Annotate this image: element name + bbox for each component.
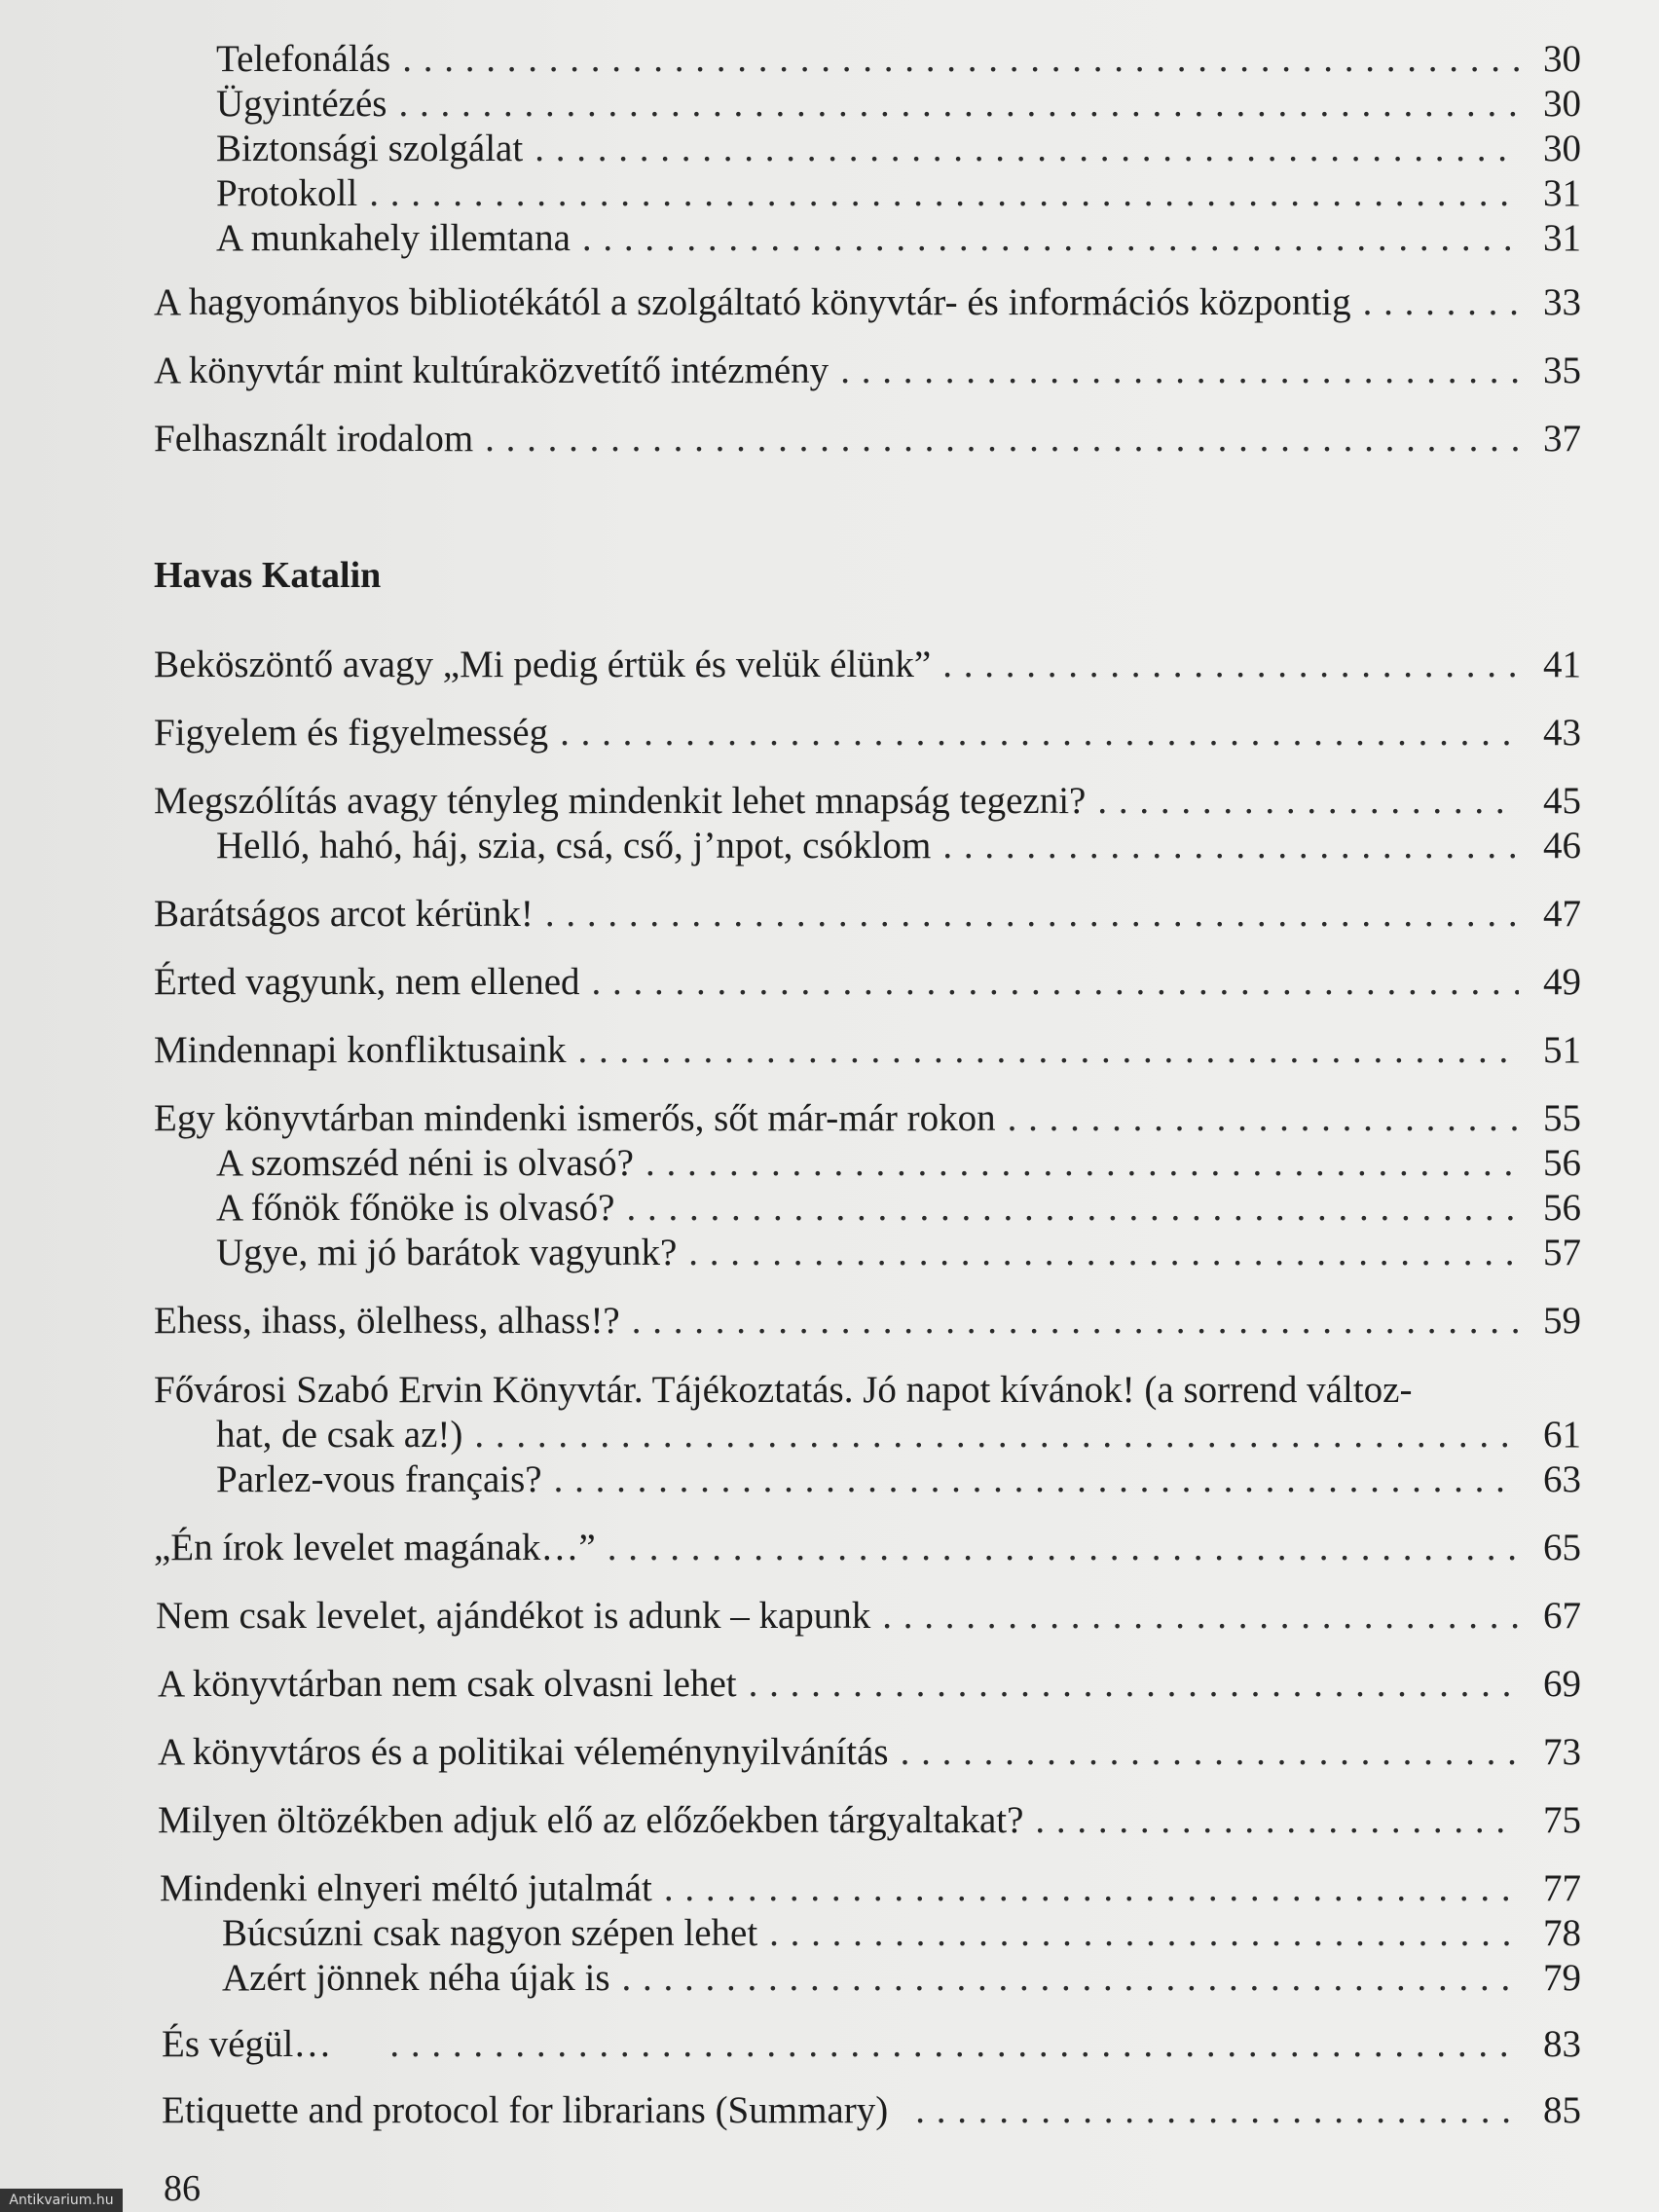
toc-entry-title: Parlez-vous français? <box>216 1458 542 1500</box>
toc-entry <box>154 892 1581 937</box>
toc-entry <box>154 417 1581 461</box>
dot-leader <box>389 2022 1519 2067</box>
toc-entry <box>158 1730 1581 1775</box>
toc-entry-page: 43 <box>1543 712 1581 754</box>
toc-entry <box>160 1866 1581 1911</box>
dot-leader <box>369 171 1519 216</box>
toc-entry-title: A hagyományos bibliotékától a szolgáltató könyvtár- és információs központig <box>154 281 1351 323</box>
toc-entry-page: 30 <box>1543 83 1581 125</box>
dot-leader <box>915 2088 1519 2133</box>
toc-entry-title: És végül… <box>162 2023 332 2065</box>
dot-leader <box>554 1457 1519 1502</box>
dot-leader <box>645 1141 1519 1186</box>
toc-entry <box>154 1526 1581 1570</box>
toc-entry-title: A munkahely illemtana <box>216 217 571 259</box>
dot-leader <box>749 1662 1519 1707</box>
toc-entry-page: 69 <box>1543 1663 1581 1705</box>
toc-entry-page: 30 <box>1543 38 1581 80</box>
toc-entry-title: A könyvtár mint kultúraközvetítő intézmény <box>154 350 830 391</box>
toc-entry <box>162 2022 1581 2067</box>
toc-entry-title: Etiquette and protocol for librarians (Summary) <box>162 2089 889 2131</box>
toc-entry-title: A szomszéd néni is olvasó? <box>216 1142 634 1184</box>
toc-entry-page: 83 <box>1543 2023 1581 2065</box>
toc-entry-page: 31 <box>1543 217 1581 259</box>
toc-entry-page: 37 <box>1543 418 1581 460</box>
dot-leader <box>1035 1798 1519 1843</box>
toc-entry <box>156 1594 1581 1639</box>
toc-entry <box>154 1299 1581 1344</box>
dot-leader <box>901 1730 1519 1775</box>
toc-entry <box>154 1096 1581 1141</box>
toc-entry <box>158 1662 1581 1707</box>
toc-entry-title: Helló, hahó, háj, szia, csá, cső, j’npot, csóklom <box>216 825 932 866</box>
toc-entry-page: 65 <box>1543 1527 1581 1568</box>
toc-entry <box>154 960 1581 1005</box>
toc-entry-title: hat, de csak az!) <box>216 1414 463 1456</box>
dot-leader <box>622 1956 1519 2001</box>
dot-leader <box>942 824 1519 868</box>
toc-entry-title: A könyvtáros és a politikai véleménynyilvánítás <box>158 1731 889 1773</box>
toc-entry <box>154 643 1581 687</box>
toc-entry-title-wrapped: Fővárosi Szabó Ervin Könyvtár. Tájékoztatás. Jó napot kívánok! (a sorrend változ- <box>154 1369 1413 1411</box>
dot-leader <box>535 127 1519 171</box>
toc-entry <box>216 1186 1581 1231</box>
toc-entry <box>216 37 1581 82</box>
dot-leader <box>582 216 1519 261</box>
toc-entry <box>154 349 1581 393</box>
dot-leader <box>402 37 1519 82</box>
toc-entry <box>216 171 1581 216</box>
toc-entry-page: 79 <box>1543 1957 1581 1999</box>
toc-entry-page: 45 <box>1543 780 1581 822</box>
toc-entry-page: 57 <box>1543 1232 1581 1273</box>
toc-entry <box>222 1956 1581 2001</box>
toc-entry-title: Nem csak levelet, ajándékot is adunk – kapunk <box>156 1595 871 1637</box>
toc-entry-page: 78 <box>1543 1912 1581 1954</box>
dot-leader <box>664 1866 1519 1911</box>
toc-entry <box>216 82 1581 127</box>
toc-entry-page: 63 <box>1543 1458 1581 1500</box>
toc-entry <box>216 1231 1581 1275</box>
toc-entry-page: 49 <box>1543 961 1581 1003</box>
toc-entry-page: 33 <box>1543 281 1581 323</box>
toc-entry-page: 55 <box>1543 1097 1581 1139</box>
author-heading: Havas Katalin <box>154 555 382 596</box>
toc-entry-page: 75 <box>1543 1799 1581 1841</box>
toc-entry <box>216 824 1581 868</box>
dot-leader <box>840 349 1519 393</box>
dot-leader <box>688 1231 1519 1275</box>
toc-entry <box>162 2088 1581 2133</box>
toc-entry-page: 46 <box>1543 825 1581 866</box>
dot-leader <box>474 1413 1519 1457</box>
toc-entry-title: Ugye, mi jó barátok vagyunk? <box>216 1232 678 1273</box>
toc-entry-page: 61 <box>1543 1414 1581 1456</box>
dot-leader <box>608 1526 1519 1570</box>
toc-entry <box>216 1141 1581 1186</box>
toc-entry-title: Mindenki elnyeri méltó jutalmát <box>160 1867 652 1909</box>
toc-entry-page: 30 <box>1543 128 1581 169</box>
toc-entry-page: 56 <box>1543 1142 1581 1184</box>
toc-entry <box>216 127 1581 171</box>
toc-entry-page: 31 <box>1543 172 1581 214</box>
toc-entry-title: Mindennapi konfliktusaink <box>154 1029 567 1071</box>
toc-entry-page: 56 <box>1543 1187 1581 1229</box>
toc-entry-title: Azért jönnek néha újak is <box>222 1957 610 1999</box>
toc-entry-title: Búcsúzni csak nagyon szépen lehet <box>222 1912 758 1954</box>
dot-leader <box>1097 779 1519 824</box>
toc-entry-title: Figyelem és figyelmesség <box>154 712 549 754</box>
toc-entry-title: Beköszöntő avagy „Mi pedig értük és velük élünk” <box>154 644 932 685</box>
toc-entry-page: 51 <box>1543 1029 1581 1071</box>
toc-entry-page: 67 <box>1543 1595 1581 1637</box>
toc-entry <box>216 216 1581 261</box>
dot-leader <box>882 1594 1519 1639</box>
dot-leader <box>632 1299 1519 1344</box>
toc-entry-title: Megszólítás avagy tényleg mindenkit lehet mnapság tegezni? <box>154 780 1087 822</box>
toc-entry <box>154 711 1581 756</box>
toc-entry-title: A könyvtárban nem csak olvasni lehet <box>158 1663 737 1705</box>
toc-entry <box>154 1028 1581 1073</box>
dot-leader <box>942 643 1519 687</box>
toc-entry-title: Felhasznált irodalom <box>154 418 474 460</box>
dot-leader <box>578 1028 1519 1073</box>
toc-entry-page: 77 <box>1543 1867 1581 1909</box>
toc-entry <box>216 1457 1581 1502</box>
dot-leader <box>626 1186 1519 1231</box>
toc-entry <box>154 779 1581 824</box>
toc-entry-title: Telefonálás <box>216 38 391 80</box>
toc-entry-title: „Én írok levelet magának…” <box>154 1527 596 1568</box>
toc-entry-title: Érted vagyunk, nem ellened <box>154 961 580 1003</box>
toc-entry-page: 35 <box>1543 350 1581 391</box>
dot-leader <box>398 82 1519 127</box>
toc-entry-title: Ehess, ihass, ölelhess, alhass!? <box>154 1300 620 1342</box>
toc-entry-title: Milyen öltözékben adjuk elő az előzőekben tárgyaltakat? <box>158 1799 1024 1841</box>
toc-entry <box>158 1798 1581 1843</box>
toc-entry-page: 47 <box>1543 893 1581 935</box>
dot-leader <box>560 711 1519 756</box>
toc-entry-page: 59 <box>1543 1300 1581 1342</box>
page-number: 86 <box>164 2168 201 2209</box>
toc-entry-title: Biztonsági szolgálat <box>216 128 524 169</box>
dot-leader <box>1363 280 1519 325</box>
toc-entry-page: 85 <box>1543 2089 1581 2131</box>
toc-entry <box>154 280 1581 325</box>
dot-leader <box>1008 1096 1519 1141</box>
toc-entry-page: 73 <box>1543 1731 1581 1773</box>
toc-entry-title: Ügyintézés <box>216 83 387 125</box>
toc-entry <box>222 1911 1581 1956</box>
toc-entry-title: A főnök főnöke is olvasó? <box>216 1187 615 1229</box>
toc-entry-title: Egy könyvtárban mindenki ismerős, sőt már-már rokon <box>154 1097 996 1139</box>
watermark: Antikvarium.hu <box>0 2189 123 2212</box>
toc-entry <box>216 1413 1581 1457</box>
dot-leader <box>545 892 1519 937</box>
toc-entry-title: Protokoll <box>216 172 358 214</box>
dot-leader <box>592 960 1519 1005</box>
dot-leader <box>485 417 1519 461</box>
toc-entry-title: Barátságos arcot kérünk! <box>154 893 534 935</box>
toc-entry-page: 41 <box>1543 644 1581 685</box>
dot-leader <box>769 1911 1519 1956</box>
